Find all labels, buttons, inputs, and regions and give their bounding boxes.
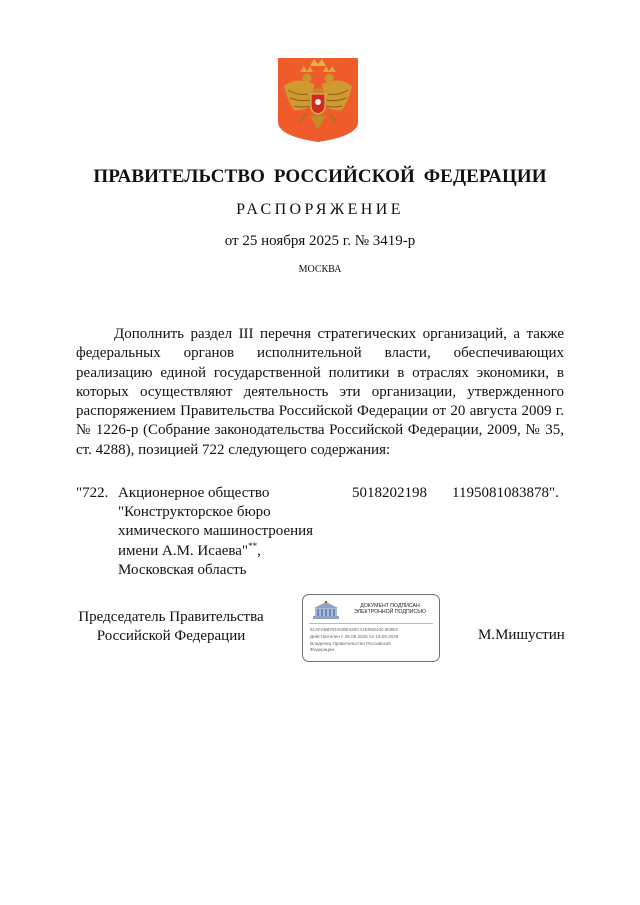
item-organization-name	[118, 484, 338, 580]
document-date-number: от 25 ноября 2025 г. № 3419-р	[224, 233, 416, 249]
stamp-validity: Действителен с 26.06.2025 по 19.09.2026	[310, 634, 399, 639]
footnote-marker: **	[248, 540, 258, 551]
electronic-signature-stamp	[302, 594, 440, 662]
government-building-icon	[311, 601, 341, 621]
stamp-owner: Владелец Правительство Российской	[310, 641, 391, 646]
document-type: РАСПОРЯЖЕНИЕ	[236, 201, 404, 218]
signatory-position	[66, 608, 276, 646]
government-title: ПРАВИТЕЛЬСТВО РОССИЙСКОЙ ФЕДЕРАЦИИ	[93, 166, 547, 187]
item-region: Московская область	[118, 561, 247, 578]
signatory-position-line: Российской Федерации	[96, 628, 246, 645]
signatory-position-line: Председатель Правительства	[78, 609, 264, 625]
item-name-line: Акционерное общество	[118, 485, 270, 501]
item-inn: 5018202198	[352, 485, 427, 501]
stamp-serial: 51AFAB8781D39E420C41E05D43C303E3	[310, 627, 398, 632]
stamp-title	[345, 603, 435, 616]
stamp-title-line: ДОКУМЕНТ ПОДПИСАН	[360, 603, 420, 609]
stamp-title-line: ЭЛЕКТРОННОЙ ПОДПИСЬЮ	[354, 609, 426, 616]
item-ogrn: 1195081083878".	[452, 485, 559, 501]
item-name-text: имени А.М. Исаева"	[118, 542, 249, 559]
signatory-name: М.Мишустин	[478, 627, 565, 643]
stamp-divider	[309, 623, 433, 624]
item-name-line	[118, 542, 338, 561]
stamp-owner: Федерации	[310, 647, 335, 652]
coat-of-arms-icon	[276, 56, 360, 144]
item-name-line: химического машиностроения	[118, 523, 314, 540]
decree-paragraph: Дополнить раздел III перечня стратегических организаций, а также федеральных органов исполнительной власти, обеспечивающих реализацию единой государственной политики в отраслях экономики, в которых осуществляют деятельность эти организации, утвержденного распоряжением Правительства Российской Федерации от 20 августа 2009 г. № 1226-р (Собрание законодательства Российской Федерации, 2009, № 35, ст. 4288), позицией 722 следующего содержания:	[76, 326, 564, 458]
item-name-line: "Конструкторское бюро	[118, 504, 271, 521]
item-number: "722.	[76, 485, 109, 501]
item-name-punct: ,	[257, 542, 261, 559]
document-city: МОСКВА	[298, 264, 342, 275]
